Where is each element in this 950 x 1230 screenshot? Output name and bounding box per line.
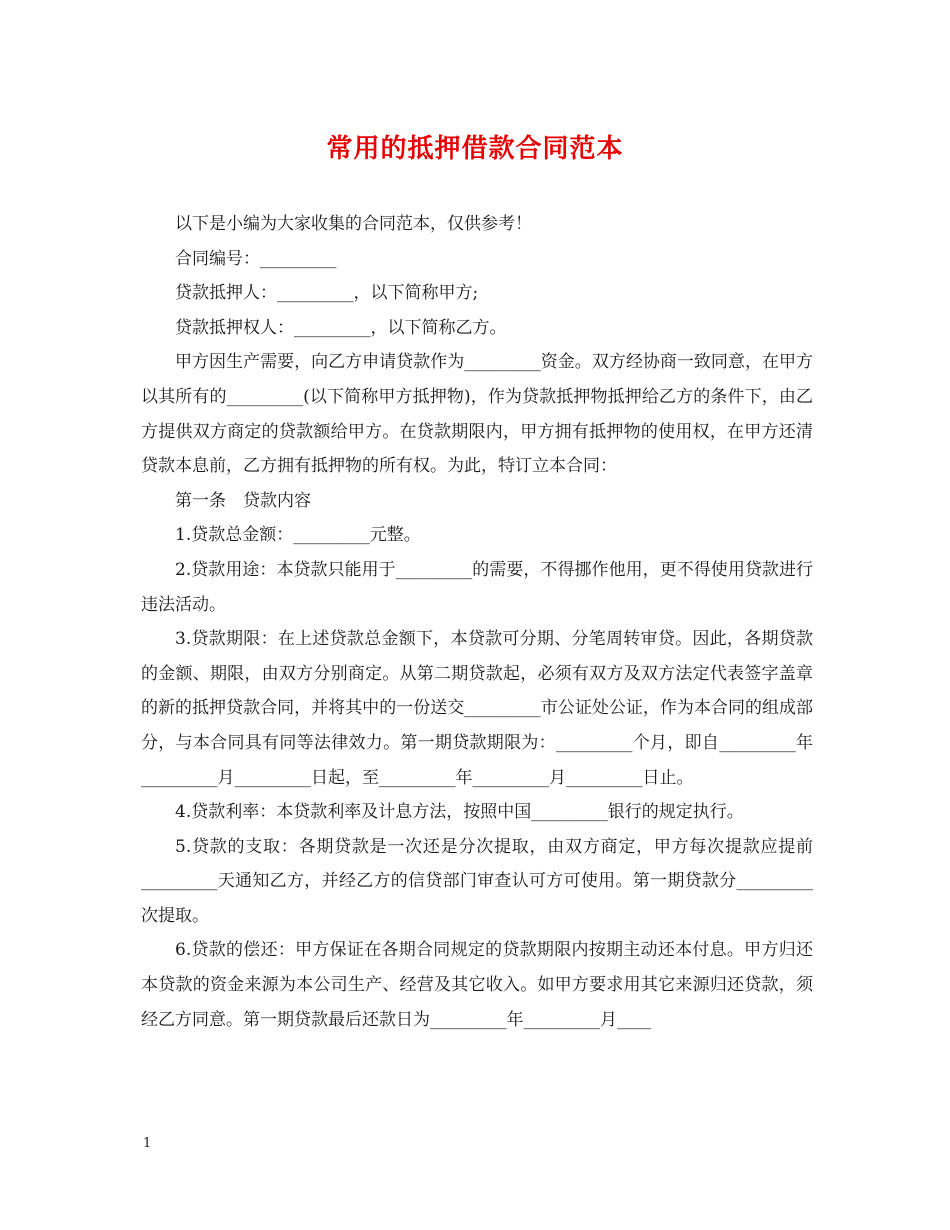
clause-3-loan-term: 3.贷款期限：在上述贷款总金额下，本贷款可分期、分笔周转审贷。因此，各期贷款的金额、期限，由双方分别商定。从第二期贷款起，必须有双方及双方法定代表签字盖章的新的抵押贷款合同，并将其中的一份送交_________市公证处公证，作为本合同的组成部分，与本合同具有同等法律效力。第一期贷款期限为：_________个月，即自_________年_________月_________日起，至_________年_________月_________日止。: [141, 629, 813, 788]
mortgagor-line: 贷款抵押人：_________，以下简称甲方;: [175, 283, 479, 304]
clause-6-repayment: 6.贷款的偿还：甲方保证在各期合同规定的贷款期限内按期主动还本付息。甲方归还本贷款的资金来源为本公司生产、经营及其它收入。如甲方要求用其它来源归还贷款，须经乙方同意。第一期贷款最后还款日为_________年_________月____: [141, 940, 813, 1030]
clause-1-total-amount: 1.贷款总金额：_________元整。: [175, 525, 421, 546]
intro-paragraph: 以下是小编为大家收集的合同范本，仅供参考！: [175, 214, 532, 234]
page-number: 1: [143, 1136, 152, 1151]
clause-4-interest-rate: 4.贷款利率：本贷款利率及计息方法，按照中国_________银行的规定执行。: [175, 802, 744, 823]
clause-2-loan-purpose: 2.贷款用途：本贷款只能用于_________的需要，不得挪作他用，更不得使用贷款进行违法活动。: [141, 559, 813, 615]
mortgagee-line: 贷款抵押权人：_________，以下简称乙方。: [175, 317, 507, 338]
article-heading: 第一条 贷款内容: [175, 490, 311, 511]
document-body: [141, 207, 813, 1037]
document-title: 常用的抵押借款合同范本: [326, 134, 624, 164]
contract-number-line: 合同编号：_________: [175, 248, 337, 269]
clause-5-withdrawal: 5.贷款的支取：各期贷款是一次还是分次提取，由双方商定，甲方每次提款应提前_________天通知乙方，并经乙方的信贷部门审查认可方可使用。第一期贷款分_________次提取。: [141, 836, 813, 926]
preamble-paragraph: 甲方因生产需要，向乙方申请贷款作为_________资金。双方经协商一致同意，在甲方以其所有的_________(以下简称甲方抵押物)，作为贷款抵押物抵押给乙方的条件下，由乙方提供双方商定的贷款额给甲方。在贷款期限内，甲方拥有抵押物的使用权，在甲方还清贷款本息前，乙方拥有抵押物的所有权。为此，特订立本合同：: [141, 352, 813, 477]
